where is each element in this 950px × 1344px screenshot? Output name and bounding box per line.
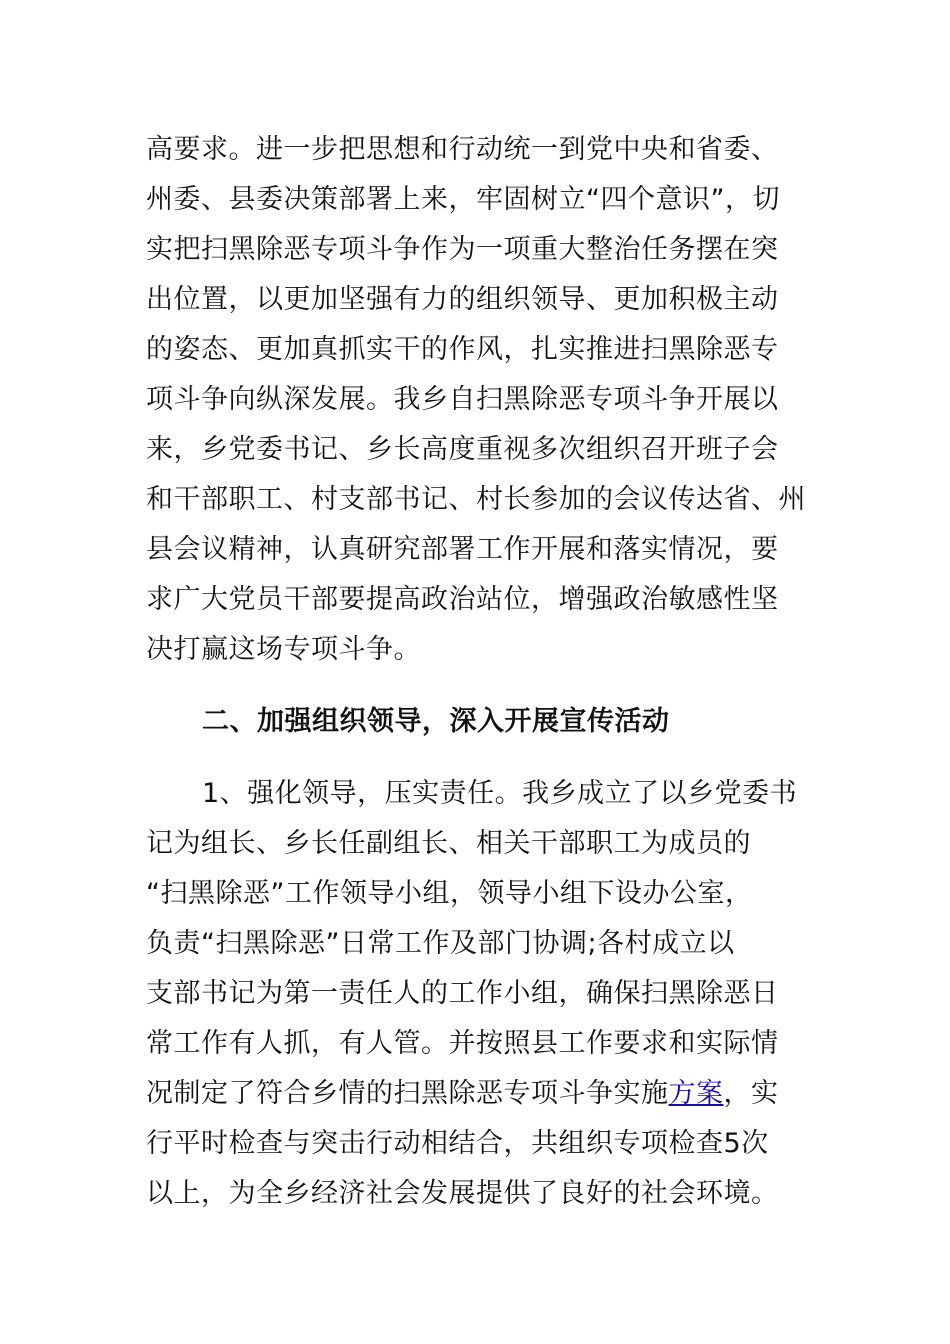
line-text-after-link: ，实 [723, 1078, 779, 1109]
paragraph-line-with-link [146, 1076, 816, 1112]
paragraph-line: 项斗争向纵深发展。我乡自扫黑除恶专项斗争开展以 [146, 384, 779, 415]
paragraph-line: 行平时检查与突击行动相结合，共组织专项检查5次 [146, 1128, 769, 1159]
paragraph-line: 实把扫黑除恶专项斗争作为一项重大整治任务摆在突 [146, 234, 779, 265]
paragraph-line: 决打赢这场专项斗争。 [146, 634, 421, 665]
paragraph-line: 来，乡党委书记、乡长高度重视多次组织召开班子会 [146, 434, 779, 465]
paragraph-line: 支部书记为第一责任人的工作小组，确保扫黑除恶日 [146, 978, 779, 1009]
paragraph-line: 和干部职工、村支部书记、村长参加的会议传达省、州 [146, 484, 806, 515]
paragraph-line: “扫黑除恶”工作领导小组，领导小组下设办公室， [146, 878, 753, 909]
line-text-before-link: 况制定了符合乡情的扫黑除恶专项斗争实施 [146, 1078, 669, 1109]
paragraph-line: 县会议精神，认真研究部署工作开展和落实情况，要 [146, 534, 779, 565]
paragraph-line: 州委、县委决策部署上来，牢固树立“四个意识”，切 [146, 184, 780, 215]
plan-link[interactable]: 方案 [668, 1078, 724, 1109]
paragraph-line: 高要求。进一步把思想和行动统一到党中央和省委、 [146, 134, 779, 165]
paragraph-line: 出位置，以更加坚强有力的组织领导、更加积极主动 [146, 284, 779, 315]
paragraph-line: 常工作有人抓，有人管。并按照县工作要求和实际情 [146, 1028, 779, 1059]
paragraph-line: 1、强化领导，压实责任。我乡成立了以乡党委书 [202, 778, 798, 809]
paragraph-line: 负责“扫黑除恶”日常工作及部门协调;各村成立以 [146, 928, 735, 959]
paragraph-line: 以上，为全乡经济社会发展提供了良好的社会环境。 [146, 1178, 779, 1209]
paragraph-line: 记为组长、乡长任副组长、相关干部职工为成员的 [146, 828, 751, 859]
section-heading: 二、加强组织领导，深入开展宣传活动 [202, 706, 670, 737]
paragraph-line: 求广大党员干部要提高政治站位，增强政治敏感性坚 [146, 584, 779, 615]
paragraph-line: 的姿态、更加真抓实干的作风，扎实推进扫黑除恶专 [146, 334, 779, 365]
